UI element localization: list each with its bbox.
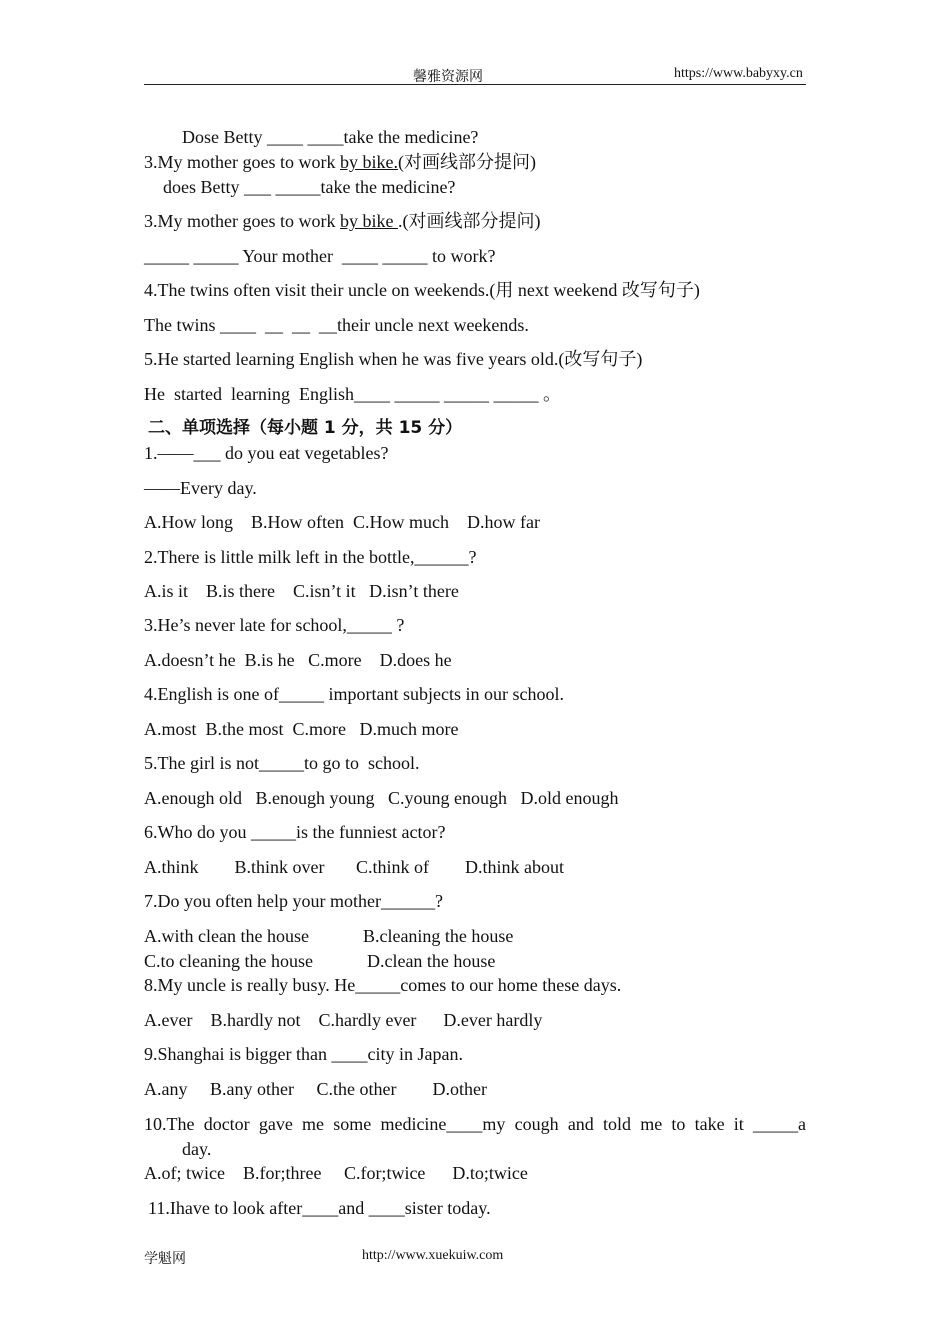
question-1-options: A.How long B.How often C.How much D.how far — [144, 512, 540, 532]
question-3-options: A.doesn’t he B.is he C.more D.does he — [144, 650, 452, 670]
line-twins-blank: The twins ____ __ __ __their uncle next weekends. — [144, 315, 529, 335]
instruction: .(对画线部分提问) — [397, 211, 541, 231]
question-4: 4.English is one of_____ important subjects in our school. — [144, 684, 564, 704]
question-5-options: A.enough old B.enough young C.young enough D.old enough — [144, 788, 619, 808]
question-9-options: A.any B.any other C.the other D.other — [144, 1079, 487, 1099]
footer-site-name: 学魁网 — [144, 1252, 186, 1267]
question-4-options: A.most B.the most C.more D.much more — [144, 719, 459, 739]
question-8: 8.My uncle is really busy. He_____comes to our home these days. — [144, 975, 622, 995]
footer-url: http://www.xuekuiw.com — [362, 1248, 504, 1263]
question-6-options: A.think B.think over C.think of D.think about — [144, 857, 564, 877]
question-7-options-row-2: C.to cleaning the house D.clean the house — [144, 951, 496, 971]
question-10: 10.The doctor gave me some medicine____my cough and told me to take it _____a — [144, 1114, 806, 1134]
question-1-answer: ——Every day. — [144, 478, 257, 498]
line-does-betty: does Betty ___ _____take the medicine? — [163, 177, 456, 197]
question-10-options: A.of; twice B.for;three C.for;twice D.to;twice — [144, 1163, 528, 1183]
section-title-single-choice: 二、单项选择（每小题 1 分，共 15 分） — [148, 418, 463, 438]
question-8-options: A.ever B.hardly not C.hardly ever D.ever hardly — [144, 1010, 543, 1030]
question-7-options-row-1: A.with clean the house B.cleaning the house — [144, 926, 514, 946]
question-1: 1.——___ do you eat vegetables? — [144, 443, 389, 463]
header-url: https://www.babyxy.cn — [674, 66, 803, 81]
line-started-learning: He started learning English____ _____ _____ _____ 。 — [144, 384, 561, 404]
question-11: 11.Ihave to look after____and ____sister today. — [148, 1198, 491, 1218]
line-your-mother: _____ _____ Your mother ____ _____ to work? — [144, 246, 496, 266]
question-2: 2.There is little milk left in the bottle,______? — [144, 547, 477, 567]
question-7: 7.Do you often help your mother______? — [144, 891, 443, 911]
header-site-name: 馨雅资源网 — [413, 70, 483, 85]
line-dose-betty: Dose Betty ____ ____take the medicine? — [182, 127, 479, 147]
underlined-text: by bike. — [339, 152, 398, 172]
line-q3-bike-2 — [144, 210, 540, 232]
line-q4-twins: 4.The twins often visit their uncle on weekends.(用 next weekend 改写句子) — [144, 280, 700, 300]
question-9: 9.Shanghai is bigger than ____city in Japan. — [144, 1044, 463, 1064]
line-q3-bike-1 — [144, 151, 536, 173]
question-10-continuation: day. — [182, 1139, 212, 1159]
question-2-options: A.is it B.is there C.isn’t it D.isn’t there — [144, 581, 459, 601]
header-divider — [144, 84, 806, 85]
question-6: 6.Who do you _____is the funniest actor? — [144, 822, 446, 842]
line-q5-english: 5.He started learning English when he was five years old.(改写句子) — [144, 349, 643, 369]
question-3: 3.He’s never late for school,_____ ? — [144, 615, 405, 635]
question-5: 5.The girl is not_____to go to school. — [144, 753, 420, 773]
text: 3.My mother goes to work — [144, 211, 340, 231]
underlined-text: by bike — [339, 211, 398, 231]
instruction: (对画线部分提问) — [397, 152, 536, 172]
text: 3.My mother goes to work — [144, 152, 340, 172]
